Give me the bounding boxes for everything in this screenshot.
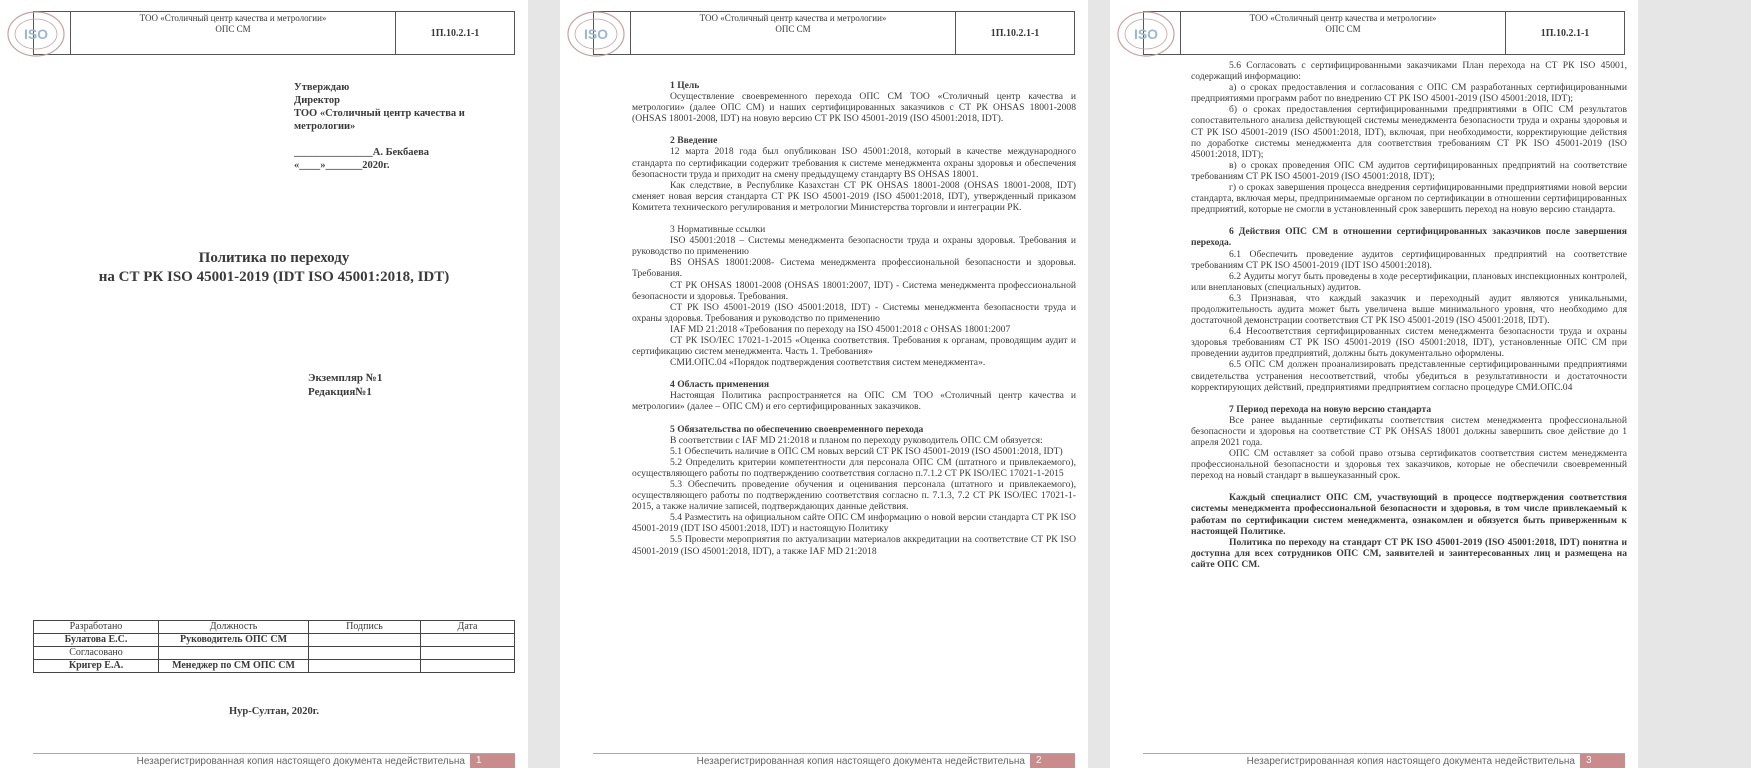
document-code: 1П.10.2.1-1 xyxy=(990,27,1040,39)
document-page-1 xyxy=(0,0,528,768)
table-cell: Кригер Е.А. xyxy=(34,660,159,673)
paragraph: СМИ.ОПС.04 «Порядок подтверждения соответствия систем менеджмента». xyxy=(670,357,986,369)
document-code: 1П.10.2.1-1 xyxy=(1540,27,1590,39)
paragraph: СТ РК ISO/IEC 17021-1-2015 «Оценка соответствия. Требования к органам, проводящим аудит и сертификацию систем менеджмента. Часть 1. Требования» xyxy=(632,334,1076,358)
page-footer xyxy=(593,753,1075,768)
table-header-cell: Должность xyxy=(159,621,309,634)
page-footer xyxy=(1143,753,1625,768)
paragraph: Настоящая Политика распространяется на ОПС СМ ТОО «Столичный центр качества и метрологии» (далее – ОПС СМ) и его сертифицированных заказчиков. xyxy=(632,390,1076,413)
org-line-1: ТОО «Столичный центр качества и метрологии» xyxy=(139,13,327,23)
table-cell xyxy=(159,647,309,660)
table-cell xyxy=(309,634,421,647)
paragraph: 6.1 Обеспечить проведение аудитов сертифицированных предприятий на соответствие требованиям СТ РК ISO 45001-2019 (IDT ISO 45001:2018). xyxy=(1191,248,1627,271)
footer-note: Незарегистрированная копия настоящего документа недействительна xyxy=(136,756,465,767)
iso-logo xyxy=(23,12,70,54)
logo-text: ISO xyxy=(23,26,49,42)
document-code: 1П.10.2.1-1 xyxy=(430,27,480,39)
paragraph: 5.5 Провести мероприятия по актуализации материалов аккредитации на соответствие СТ РК ISO 45001-2019 (ISO 45001:2018, IDT), а также IAF MD 21:2018 xyxy=(632,534,1076,557)
title-line-1: Политика по переходу xyxy=(198,250,350,266)
signature-table xyxy=(33,620,515,673)
paragraph: 3 Нормативные ссылки xyxy=(670,224,766,236)
logo-text: ISO xyxy=(583,26,609,42)
approval-block xyxy=(294,81,504,172)
copy-number: Экземпляр №1 xyxy=(308,372,383,384)
paragraph: ОПС СМ оставляет за собой право отзыва сертификатов соответствия систем менеджмента профессиональной безопасности и здоровья тех заказчиков, которые не обеспечили своевременный переход на новый стандарт в вышеуказанный срок. xyxy=(1191,448,1627,482)
paragraph: 5.2 Определить критерии компетентности для персонала ОПС СМ (штатного и привлекаемого), осуществляющего работы по подтверждению соответствия согласно п.7.1.2 СТ РК ISO/IEC 17021-1-2015 xyxy=(632,456,1076,479)
paragraph: 6.3 Признавая, что каждый заказчик и переходный аудит являются уникальными, продолжительность аудита может быть увеличена выше минимального уровня, что необходимо для достаточной демонстрации соответствия СТ РК ISO 45001-2019 (ISO 45001:2018, IDT). xyxy=(1191,292,1627,327)
iso-logo xyxy=(583,12,630,54)
table-row xyxy=(34,647,515,660)
title-line-2: на СТ РК ISO 45001-2019 (IDT ISO 45001:2018, IDT) xyxy=(98,269,450,285)
table-header-cell: Разработано xyxy=(34,621,159,634)
table-cell xyxy=(421,634,515,647)
organization-name xyxy=(1180,12,1506,54)
page-3-body xyxy=(1191,60,1627,570)
section-heading: 7 Период перехода на новую версию стандарта xyxy=(1229,403,1432,415)
page-header xyxy=(1133,11,1625,55)
date-line: «____»_______2020г. xyxy=(294,160,390,171)
section-heading: 6 Действия ОПС СМ в отношении сертифицированных заказчиков после завершения перехода. xyxy=(1191,226,1627,249)
page-number: 2 xyxy=(1030,754,1075,768)
paragraph: 6.2 Аудиты могут быть проведены в ходе ресертификации, плановых инспекционных контролей, или внеплановых (специальных) аудитов. xyxy=(1191,270,1627,293)
section-heading: 1 Цель xyxy=(670,80,700,91)
org-line-2: ОПС СМ xyxy=(1325,24,1361,34)
paragraph: BS OHSAS 18001:2008- Система менеджмента профессиональной безопасности и здоровья. Требования. xyxy=(632,257,1076,280)
document-page-3 xyxy=(1110,0,1638,768)
org-line-2: ОПС СМ xyxy=(215,24,251,34)
table-cell: Менеджер по СМ ОПС СМ xyxy=(159,660,309,673)
paragraph: Осуществление своевременного перехода ОПС СМ ТОО «Столичный центр качества и метрологии» (далее ОПС СМ) и наших сертифицированных заказчиков с СТ РК OHSAS 18001-2008 (OHSAS 18001-2008, IDT) на новую версию СТ РК ISO 45001-2019 (ISO 45001:2018, IDT). xyxy=(632,91,1076,125)
paragraph: а) о сроках предоставления и согласования с ОПС СМ разработанных сертифицированными предприятиями программ работ по внедрению СТ РК ISO 45001-2019 (ISO 45001:2018, IDT); xyxy=(1191,82,1627,105)
org-line-1: ТОО «Столичный центр качества и метрологии» xyxy=(1249,13,1437,23)
footer-note: Незарегистрированная копия настоящего документа недействительна xyxy=(1246,756,1575,767)
table-cell: Согласовано xyxy=(34,647,159,660)
table-header-cell: Дата xyxy=(421,621,515,634)
paragraph: 6.4 Несоответствия сертифицированных систем менеджмента безопасности труда и охраны здоровья требованиям СТ РК ISO 45001-2019 (ISO 45001:2018, IDT), установленные ОПС СМ при проведении аудитов предприятий, должны быть документально оформлены. xyxy=(1191,326,1627,360)
table-cell xyxy=(421,660,515,673)
paragraph: 5.4 Разместить на официальном сайте ОПС СМ информацию о новой версии стандарта СТ РК ISO 45001-2019 (IDT ISO 45001:2018, IDT) и настоящую Политику xyxy=(632,512,1076,535)
table-cell xyxy=(309,647,421,660)
approve-line-3: ТОО «Столичный центр качества и xyxy=(294,108,465,119)
paragraph: 5.1 Обеспечить наличие в ОПС СМ новых версий СТ РК ISO 45001-2019 (ISO 45001:2018, IDT) xyxy=(670,445,1063,457)
paragraph: ISO 45001:2018 – Системы менеджмента безопасности труда и охраны здоровья. Требования и руководство по применению xyxy=(632,235,1076,258)
paragraph: 5.3 Обеспечить проведение обучения и оценивания персонала (штатного и привлекаемого), осуществляющего работы по подтверждению соответствия согласно п. 7.1.3, 7.2 СТ РК ISO/IEC 17021-1-2015, а также наличие записей, подтверждающих данные действия. xyxy=(632,479,1076,513)
logo-text: ISO xyxy=(1133,26,1159,42)
document-page-2 xyxy=(560,0,1088,768)
signature-line: _______________А. Бекбаева xyxy=(294,147,430,158)
section-heading: 4 Область применения xyxy=(670,379,770,391)
section-heading: Каждый специалист ОПС СМ, участвующий в процессе подтверждения соответствия системы менеджмента профессиональной безопасности и здоровья, в том числе привлекаемый к работам по сертификации систем менеджмента, ознакомлен и обязуется быть приверженным к настоящей Политике. xyxy=(1191,492,1627,537)
page-footer xyxy=(33,753,515,768)
paragraph: СТ РК OHSAS 18001-2008 (OHSAS 18001:2007, IDT) - Система менеджмента профессиональной безопасности и здоровья. Требования. xyxy=(632,279,1076,302)
page-2-body xyxy=(632,80,1076,557)
table-cell xyxy=(421,647,515,660)
paragraph: СТ РК ISO 45001-2019 (ISO 45001:2018, IDT) - Системы менеджмента безопасности труда и охраны здоровья. Требования и руководство по применению xyxy=(632,301,1076,324)
org-line-1: ТОО «Столичный центр качества и метрологии» xyxy=(699,13,887,23)
table-row xyxy=(34,660,515,673)
organization-name xyxy=(630,12,956,54)
page-number: 3 xyxy=(1580,754,1625,768)
organization-name xyxy=(70,12,396,54)
page-header xyxy=(23,11,515,55)
iso-logo xyxy=(1133,12,1180,54)
approve-line-2: Директор xyxy=(294,95,340,106)
footer-note: Незарегистрированная копия настоящего документа недействительна xyxy=(696,756,1025,767)
page-header xyxy=(583,11,1075,55)
paragraph: IAF MD 21:2018 «Требования по переходу на ISO 45001:2018 с OHSAS 18001:2007 xyxy=(670,323,1011,335)
paragraph: Все ранее выданные сертификаты соответствия систем менеджмента профессиональной безопасности и здоровья на соответствие СТ РК OHSAS 18001 должны завершить свое действие до 1 апреля 2021 года. xyxy=(1191,414,1627,448)
paragraph: г) о сроках завершения процесса внедрения сертифицированными предприятиями новой версии стандарта, включая меры, предпринимаемые органом по сертификации в отношении сертифицированных предприятий, которые не смогли в установленный срок завершить переход на новую версию стандарта. xyxy=(1191,182,1627,216)
revision-number: Редакция№1 xyxy=(308,386,372,398)
table-cell: Руководитель ОПС СМ xyxy=(159,634,309,647)
document-title xyxy=(33,249,515,287)
table-cell: Булатова Е.С. xyxy=(34,634,159,647)
paragraph: 6.5 ОПС СМ должен проанализировать представленные сертифицированными предприятиями свидетельства устранения несоответствий, чтобы убедиться в результативности и достаточности корректирующих действий, предприятиями предприятием согласно процедуре СМИ.ОПС.04 xyxy=(1191,359,1627,393)
section-heading: 2 Введение xyxy=(670,135,718,147)
section-heading: Политика по переходу на стандарт СТ РК ISO 45001-2019 (ISO 45001:2018, IDT) понятна и доступна для всех сотрудников ОПС СМ, заявителей и заинтересованных лиц и размещена на сайте ОПС СМ. xyxy=(1191,536,1627,570)
approve-line-4: метрологии» xyxy=(294,121,356,132)
table-header-row xyxy=(34,621,515,634)
copy-info xyxy=(308,371,382,399)
paragraph: 12 марта 2018 года был опубликован ISO 45001:2018, который в качестве международного стандарта по сертификации содержит требования к системе менеджмента охраны здоровья и обеспечения безопасности труда и приходит на смену предыдущему стандарту BS OHSAS 18001. xyxy=(632,146,1076,180)
approve-line-1: Утверждаю xyxy=(294,82,350,93)
section-heading: 5 Обязательства по обеспечению своевременного перехода xyxy=(670,423,924,435)
paragraph: В соответствии с IAF MD 21:2018 и планом по переходу руководитель ОПС СМ обязуется: xyxy=(670,434,1043,446)
table-row xyxy=(34,634,515,647)
city-year: Нур-Султан, 2020г. xyxy=(229,706,319,717)
table-header-cell: Подпись xyxy=(309,621,421,634)
paragraph: Как следствие, в Республике Казахстан СТ РК OHSAS 18001-2008 (OHSAS 18001-2008, IDT) сменяет новая версия стандарта СТ РК ISO 45001-2019 (ISO 45001:2018, IDT), утвержденный приказом Комитета технического регулирования и метрологии Министерства торговли и интеграции РК. xyxy=(632,179,1076,213)
page-number: 1 xyxy=(470,754,515,768)
paragraph: б) о сроках предоставления сертифицированными предприятиями в ОПС СМ результатов сопоставительного анализа действующей системы менеджмента безопасности труда и охраны здоровья и СТ РК ISO 45001-2019 (ISO 45001:2018, IDT), включая, при необходимости, корректирующие действия по доработке системы менеджмента для соответствия требованиям СТ РК ISO 45001-2019 (ISO 45001:2018, IDT); xyxy=(1191,104,1627,160)
paragraph: в) о сроках проведения ОПС СМ аудитов сертифицированных предприятий на соответствие требованиям СТ РК ISO 45001-2019 (ISO 45001:2018, IDT); xyxy=(1191,159,1627,182)
table-cell xyxy=(309,660,421,673)
org-line-2: ОПС СМ xyxy=(775,24,811,34)
paragraph: 5.6 Согласовать с сертифицированными заказчиками План перехода на СТ РК ISO 45001, содержащий информацию: xyxy=(1191,60,1627,83)
